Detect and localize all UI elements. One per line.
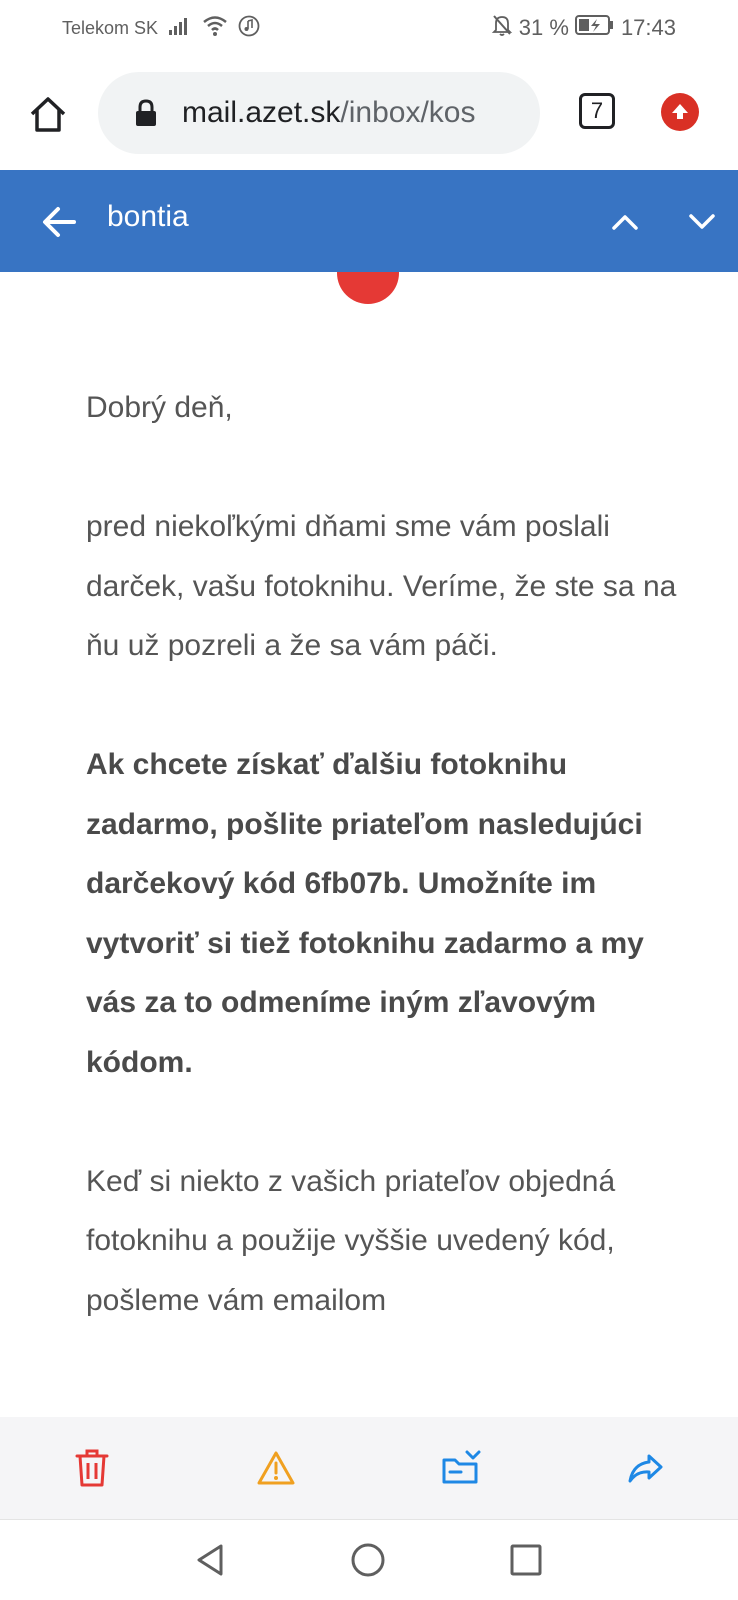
chevron-up-icon[interactable]: [607, 204, 643, 240]
tabs-icon[interactable]: [579, 93, 615, 129]
email-paragraph: pred niekoľkými dňami sme vám poslali darček, vašu fotoknihu. Veríme, že ste sa na ňu už pozreli a že sa vám páči.: [86, 510, 677, 662]
email-paragraph: Dobrý deň,: [86, 391, 233, 424]
mute-icon: [491, 13, 513, 43]
email-body: [86, 378, 686, 1390]
clock: 17:43: [620, 15, 676, 40]
forward-icon[interactable]: [625, 1447, 667, 1489]
status-left: [62, 16, 260, 40]
tab-count: 7: [590, 98, 604, 123]
url-path: /inbox/kos: [340, 96, 476, 129]
battery-icon: [575, 14, 615, 42]
move-to-folder-icon[interactable]: [440, 1447, 482, 1489]
recents-nav-icon[interactable]: [508, 1542, 544, 1578]
mail-header: [0, 170, 738, 272]
battery-percent: 31 %: [518, 15, 569, 40]
home-icon[interactable]: [26, 92, 70, 136]
back-arrow-icon[interactable]: [38, 200, 82, 244]
address-bar[interactable]: [98, 72, 540, 154]
logo-fragment: [337, 272, 399, 304]
trash-icon[interactable]: [71, 1447, 113, 1489]
wifi-icon: [202, 15, 228, 42]
music-icon: [238, 15, 260, 42]
status-right: [491, 14, 676, 42]
home-nav-icon[interactable]: [350, 1542, 386, 1578]
email-action-bar: [0, 1417, 738, 1520]
chevron-down-icon[interactable]: [684, 204, 720, 240]
update-icon[interactable]: [661, 93, 699, 131]
email-body-container[interactable]: [0, 272, 738, 1417]
spam-warning-icon[interactable]: [255, 1447, 297, 1489]
email-paragraph: Keď si niekto z vašich priateľov objedná fotoknihu a použije vyššie uvedený kód, pošleme vám emailom: [86, 1164, 616, 1317]
carrier-label: Telekom SK: [62, 17, 159, 38]
mail-sender-title: bontia: [107, 200, 189, 233]
system-nav-bar: [0, 1520, 738, 1600]
browser-toolbar: [0, 56, 738, 170]
status-bar: [0, 0, 738, 56]
url-domain: mail.azet.sk: [182, 96, 341, 129]
url-text: [182, 96, 475, 130]
lock-icon: [134, 99, 158, 127]
email-paragraph-bold: Ak chcete získať ďalšiu fotoknihu zadarmo, pošlite priateľom nasledujúci darčekový kód 6fb07b. Umožníte im vytvoriť si tiež fotoknihu zadarmo a my vás za to odmeníme iným zľavovým kódom.: [86, 748, 644, 1079]
signal-icon: [168, 16, 192, 41]
back-nav-icon[interactable]: [193, 1542, 229, 1578]
